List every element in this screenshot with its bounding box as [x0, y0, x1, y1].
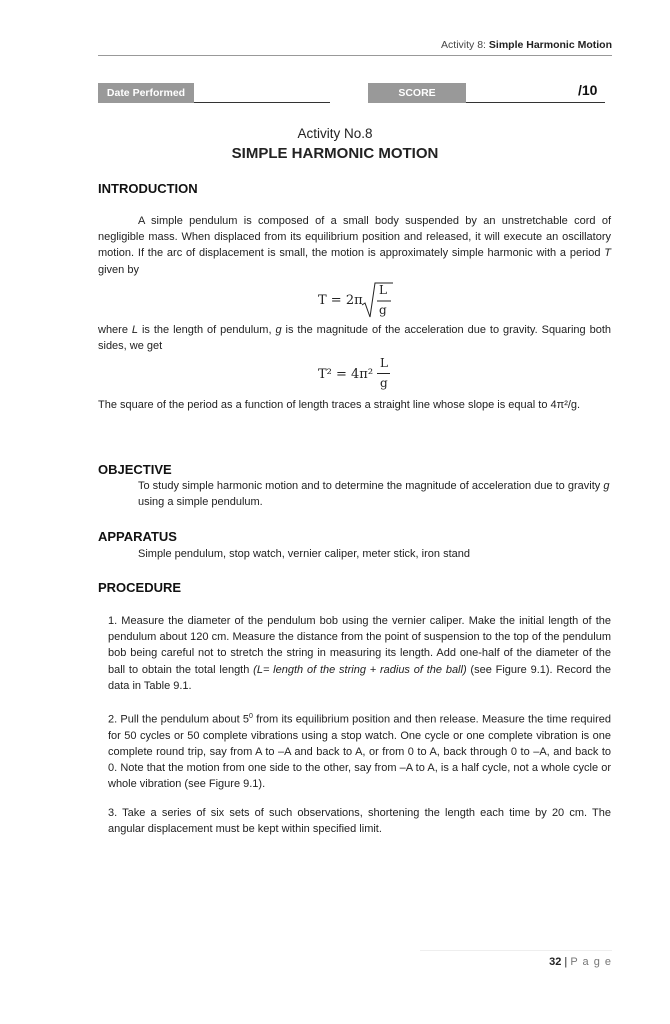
page-number: 32 [549, 956, 562, 968]
step2-degree: 0 [249, 713, 253, 720]
intro-p2-text-a: where [98, 324, 132, 336]
objective-text-a: To study simple harmonic motion and to determine the magnitude of acceleration due to gravity [138, 480, 604, 492]
objective-text-b: using a simple pendulum. [138, 496, 263, 509]
score-field[interactable] [466, 102, 605, 103]
introduction-paragraph-1 [98, 213, 611, 278]
intro-p2-g: g [275, 324, 282, 336]
fraction-bar [377, 373, 390, 374]
step1-text-a: 1. Measure the diameter of the pendulum bob using the vernier caliper. Make the initial length of the pendulum about 120 cm. Measure the distance from the point of suspension to the top of the pendulum bob being careful not to stretch the string in measuring its length. Add one-half of the diameter of the ball to obtain the total length [108, 615, 611, 676]
intro-p2-text-c: is the magnitude of the acceleration due to gravity. Squaring both sides, we get [98, 324, 611, 353]
page-title: SIMPLE HARMONIC MOTION [231, 145, 439, 162]
squared-equation-denominator: g [380, 376, 388, 390]
intro-p1-text-a: A simple pendulum is composed of a small body suspended by an unstretchable cord of negligible mass. When displaced from its equilibrium position and released, it will execute an oscillatory motion. If the arc of displacement is small, the motion is approximately simple harmonic with a period [98, 215, 611, 260]
squared-equation-numerator: L [380, 356, 388, 370]
squared-period-equation: T² = 4π² [318, 367, 374, 382]
step2-text-b: from its equilibrium position and then release. Measure the time required for 50 cycles or 50 complete vibrations using a stop watch. One cycle or one complete vibration is one complete round trip, say from A to –A and back to A, or from 0 to A, back through 0 to –A, and back to 0. Note that the motion from one side to the other, say from –A to A, is a half cycle, not a whole cycle or whole vibration (see Figure 9.1). [108, 713, 611, 791]
apparatus-text: Simple pendulum, stop watch, vernier caliper, meter stick, iron stand [138, 548, 470, 560]
period-equation-denominator: g [379, 303, 387, 317]
footer-separator: | [561, 956, 571, 968]
objective-heading: OBJECTIVE [98, 462, 172, 477]
step1-italic: (L= length of the string + radius of the ball) [253, 663, 467, 676]
activity-number: Activity No.8 [297, 126, 373, 141]
procedure-heading: PROCEDURE [98, 580, 182, 595]
procedure-step-2 [108, 709, 611, 793]
page-word: P a g e [570, 956, 612, 968]
procedure-step-1 [108, 613, 611, 694]
step2-text-a: 2. Pull the pendulum about 5 [108, 713, 250, 726]
score-label: SCORE [368, 83, 466, 103]
score-max: /10 [578, 82, 598, 98]
running-header [98, 39, 612, 56]
introduction-paragraph-2 [98, 322, 611, 354]
square-root-sign [361, 281, 393, 321]
header-activity-prefix: Activity 8: [441, 39, 486, 51]
intro-p2-text-b: is the length of pendulum, [138, 324, 276, 336]
date-performed-label: Date Performed [98, 83, 194, 103]
footer-divider [420, 950, 612, 951]
apparatus-heading: APPARATUS [98, 529, 177, 544]
intro-p1-T: T [604, 247, 611, 260]
date-performed-field[interactable] [194, 102, 330, 103]
introduction-heading: INTRODUCTION [98, 181, 198, 196]
objective-text [138, 478, 611, 510]
intro-p1-text-b: given by [98, 263, 139, 276]
page-footer [98, 956, 612, 968]
period-equation [318, 293, 363, 308]
period-equation-lhs: T = 2π [318, 293, 363, 308]
procedure-step-3: 3. Take a series of six sets of such observations, shortening the length each time by 20 cm. The angular displacement must be kept within specified limit. [108, 807, 611, 836]
step1-text-b: (see Figure 9.1). Record the data in Table 9.1. [108, 663, 611, 692]
header-activity-title: Simple Harmonic Motion [488, 39, 612, 51]
introduction-paragraph-3: The square of the period as a function of length traces a straight line whose slope is equal to 4π²/g. [98, 399, 581, 411]
period-equation-numerator: L [379, 283, 387, 297]
objective-g: g [603, 480, 610, 492]
intro-p2-L: L [131, 324, 139, 336]
